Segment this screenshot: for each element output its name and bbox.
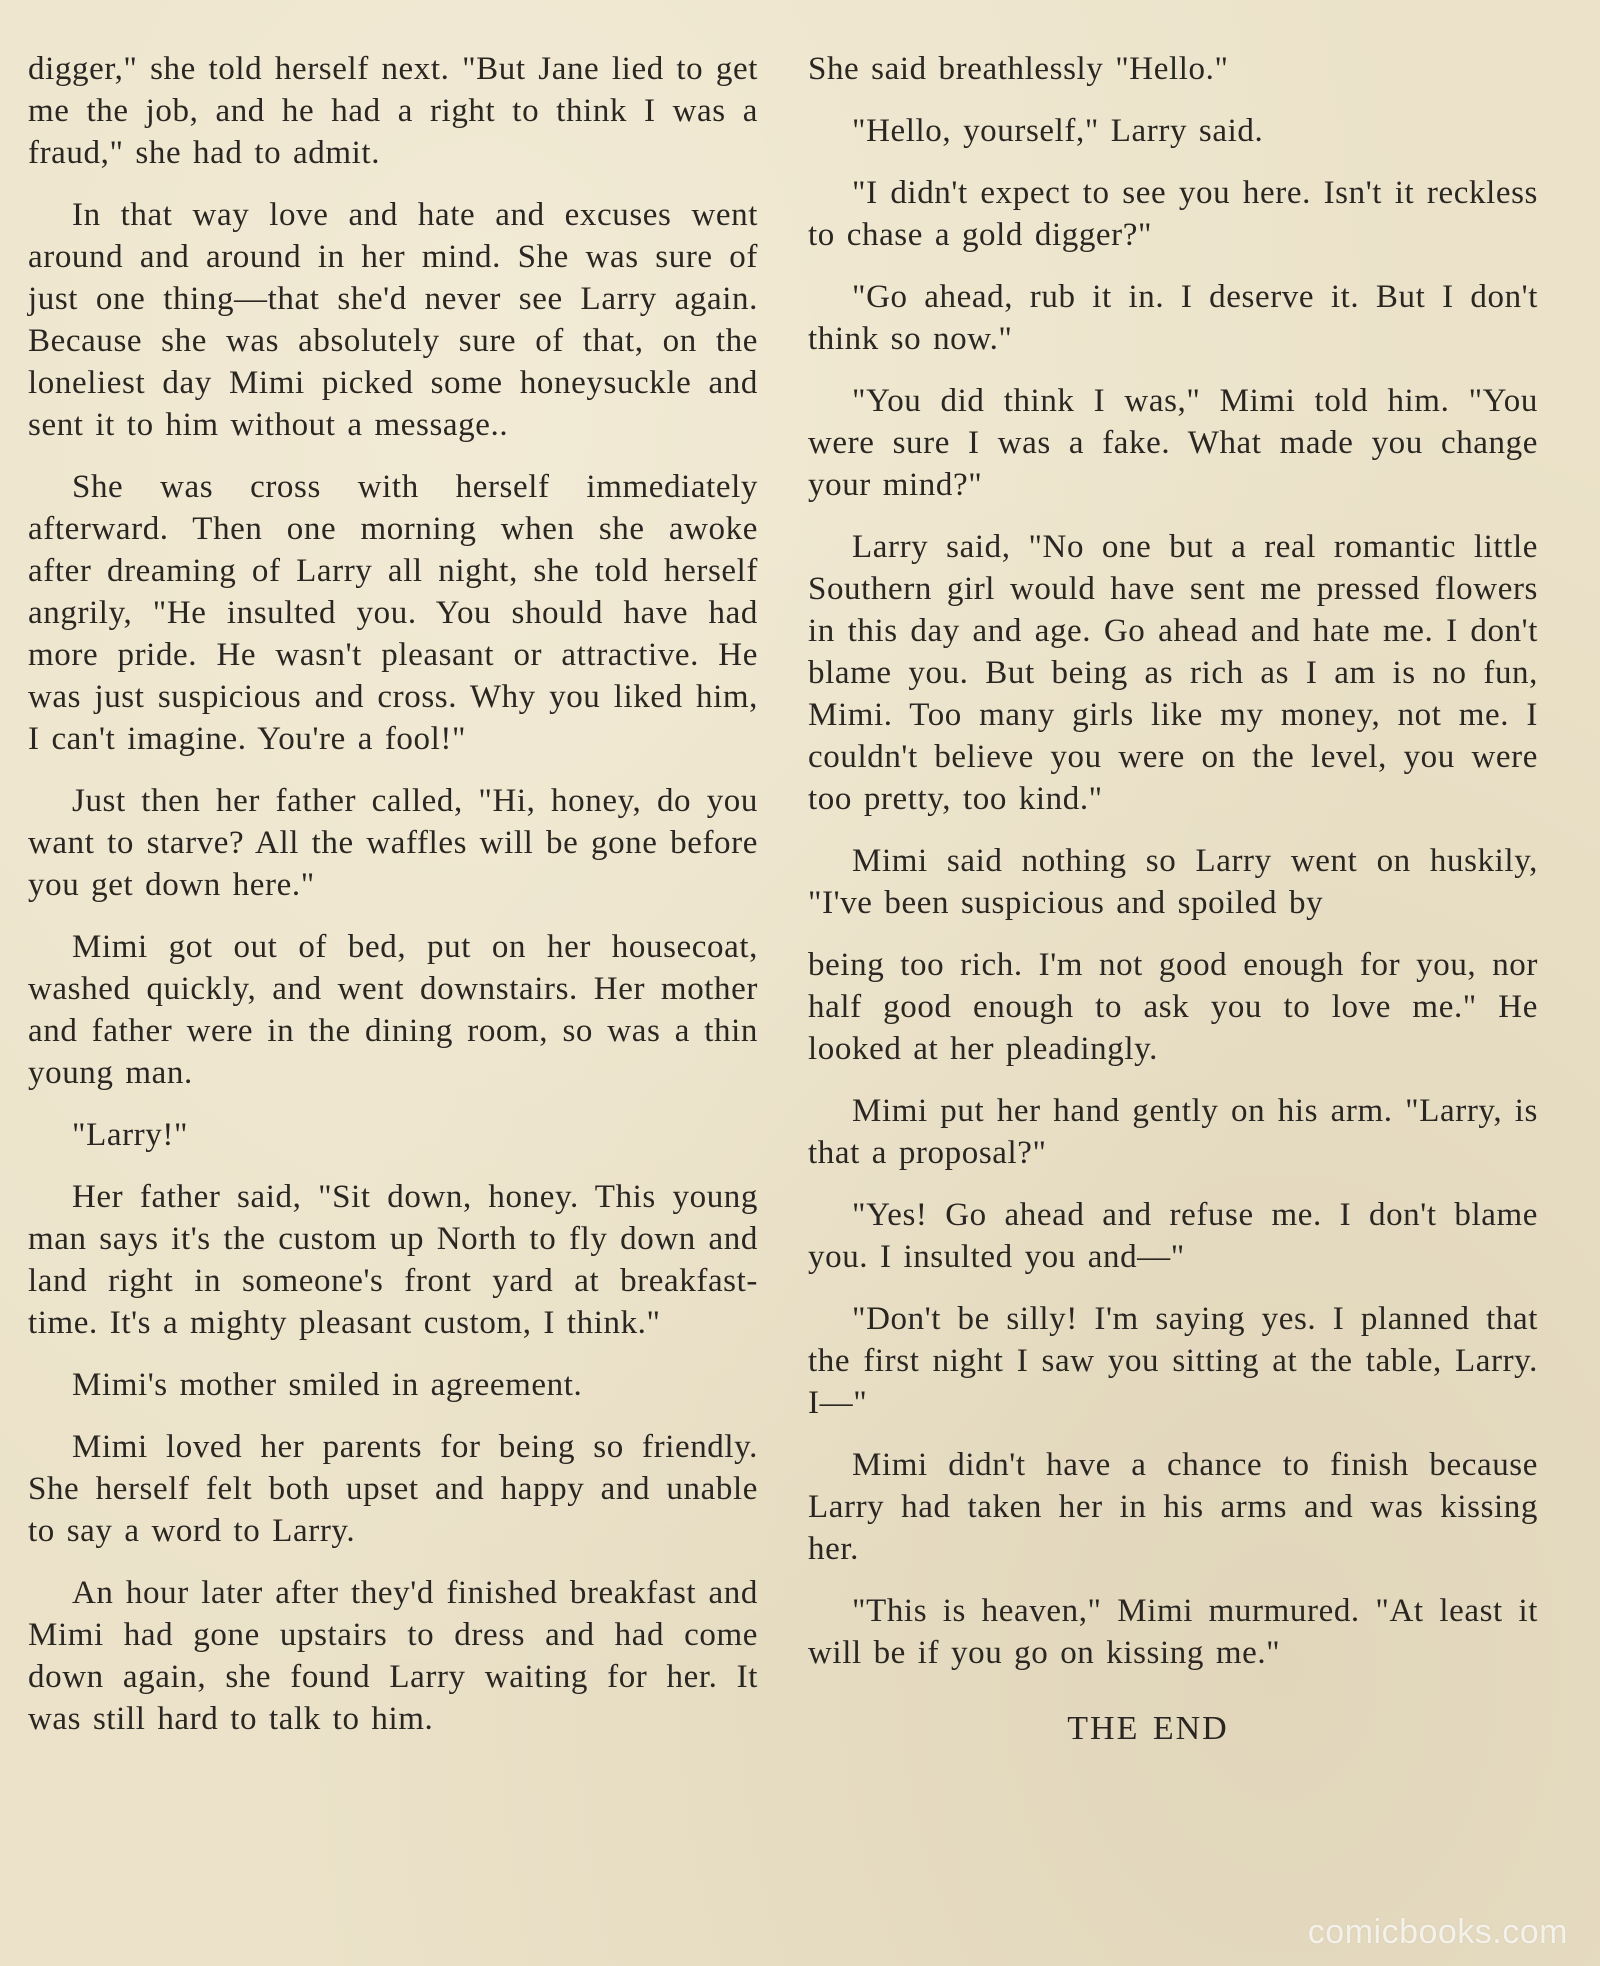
story-paragraph: "I didn't expect to see you here. Isn't it reckless to chase a gold digger?"	[808, 175, 1538, 253]
source-watermark: comicbooks.com	[1307, 1913, 1568, 1951]
story-paragraph: Just then her father called, "Hi, honey, do you want to starve? All the waffles will be gone before you get down here."	[28, 783, 758, 903]
story-paragraph: She was cross with herself immediately afterward. Then one morning when she awoke after dreaming of Larry all night, she told herself angrily, "He insulted you. You should have had more pride. He wasn't pleasant or attractive. He was just suspicious and cross. Why you liked him, I can't imagine. You're a fool!"	[28, 469, 758, 757]
story-paragraph: An hour later after they'd finished breakfast and Mimi had gone upstairs to dress and had come down again, she found Larry waiting for her. It was still hard to talk to him.	[28, 1575, 758, 1737]
story-paragraph: Her father said, "Sit down, honey. This young man says it's the custom up North to fly down and land right in someone's front yard at breakfast-time. It's a mighty pleasant custom, I think."	[28, 1179, 758, 1341]
the-end-label: THE END	[1067, 1710, 1229, 1747]
story-paragraph: She said breathlessly "Hello."	[808, 51, 1229, 87]
story-paragraph: "Go ahead, rub it in. I deserve it. But I don't think so now."	[808, 279, 1538, 357]
story-paragraph: being too rich. I'm not good enough for you, nor half good enough to ask you to love me." He looked at her pleadingly.	[808, 947, 1538, 1067]
story-paragraph: Mimi didn't have a chance to finish because Larry had taken her in his arms and was kissing her.	[808, 1447, 1538, 1567]
left-text-column	[28, 48, 758, 1760]
story-paragraph: "Larry!"	[72, 1117, 189, 1153]
story-paragraph: Mimi's mother smiled in agreement.	[72, 1367, 583, 1403]
story-paragraph: In that way love and hate and excuses went around and around in her mind. She was sure of just one thing—that she'd never see Larry again. Because she was absolutely sure of that, on the loneliest day Mimi picked some honeysuckle and sent it to him without a message..	[28, 197, 758, 443]
story-paragraph: "Don't be silly! I'm saying yes. I planned that the first night I saw you sitting at the table, Larry. I—"	[808, 1301, 1538, 1421]
story-paragraph: Mimi loved her parents for being so friendly. She herself felt both upset and happy and unable to say a word to Larry.	[28, 1429, 758, 1549]
story-paragraph: "You did think I was," Mimi told him. "You were sure I was a fake. What made you change your mind?"	[808, 383, 1538, 503]
story-paragraph: "Yes! Go ahead and refuse me. I don't blame you. I insulted you and—"	[808, 1197, 1538, 1275]
story-paragraph: Mimi put her hand gently on his arm. "Larry, is that a proposal?"	[808, 1093, 1538, 1171]
story-paragraph: "This is heaven," Mimi murmured. "At least it will be if you go on kissing me."	[808, 1593, 1538, 1671]
story-paragraph: Mimi got out of bed, put on her housecoat, washed quickly, and went downstairs. Her mother and father were in the dining room, so was a thin young man.	[28, 929, 758, 1091]
story-paragraph: "Hello, yourself," Larry said.	[852, 113, 1264, 149]
story-paragraph: Mimi said nothing so Larry went on huskily, "I've been suspicious and spoiled by	[808, 843, 1538, 921]
story-paragraph: Larry said, "No one but a real romantic little Southern girl would have sent me pressed flowers in this day and age. Go ahead and hate me. I don't blame you. But being as rich as I am is no fun, Mimi. Too many girls like my money, not me. I couldn't believe you were on the level, you were too pretty, too kind."	[808, 529, 1538, 817]
story-paragraph: digger," she told herself next. "But Jane lied to get me the job, and he had a right to think I was a fraud," she had to admit.	[28, 51, 758, 171]
right-text-column	[808, 48, 1538, 1750]
